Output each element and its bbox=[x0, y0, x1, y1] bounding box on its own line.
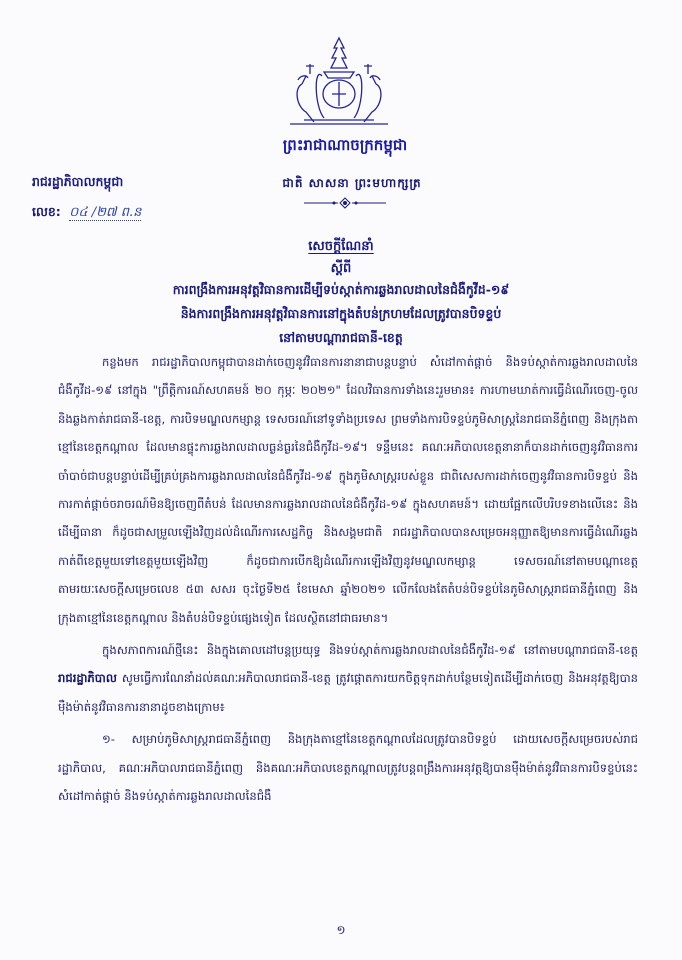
paragraph-directive bbox=[58, 636, 638, 721]
page-number: ១ bbox=[336, 923, 346, 937]
title-subject-line-1: ការពង្រឹងការអនុវត្តវិធានការដើម្បីទប់ស្កាត់ការឆ្លងរាលដាលនៃជំងឺកូវីដ-១៩ bbox=[172, 282, 510, 297]
national-motto: ជាតិ សាសនា ព្រះមហាក្សត្រ bbox=[282, 176, 422, 190]
directive-text-end: សូមធ្វើការណែនាំដល់គណៈអភិបាលរាជធានី-ខេត្ត ត្រូវផ្តោតការយកចិត្តទុកដាក់បន្ថែមទៀតដើម្បីដាក់ចេញ និងអនុវត្តឱ្យបានម៉ឺងម៉ាត់នូវវិធានការនានាដូចខាងក្រោម៖ bbox=[58, 671, 638, 714]
reference-value: ០៤ /២៧ ព.ន bbox=[69, 205, 142, 220]
ornament-divider-icon bbox=[300, 197, 390, 209]
paragraph-point-1: ១- សម្រាប់ភូមិសាស្ត្ររាជធានីភ្នំពេញ និងក្រុងតាខ្មៅនៃខេត្តកណ្តាលដែលត្រូវបានបិទខ្ទប់ ដោយសេចក្តីសម្រេចរបស់រាជរដ្ឋាភិបាល, គណៈអភិបាលរាជធានីភ្នំពេញ និងគណៈអភិបាលខេត្តកណ្តាលត្រូវបន្តពង្រឹងការអនុវត្តឱ្យបានម៉ឺងម៉ាត់នូវវិធានការបិទខ្ទប់នេះ សំដៅកាត់ផ្តាច់ និងទប់ស្កាត់ការឆ្លងរាលដាលនៃជំងឺ bbox=[58, 732, 638, 804]
directive-government-bold: រាជរដ្ឋាភិបាល bbox=[58, 671, 117, 686]
kingdom-heading: ព្រះរាជាណាចក្រកម្ពុជា bbox=[282, 136, 408, 154]
royal-coat-of-arms-icon bbox=[284, 36, 394, 128]
title-subject-label: ស្តីពី bbox=[330, 261, 352, 276]
title-subject-line-3: នៅតាមបណ្តារាជធានី-ខេត្ត bbox=[279, 330, 403, 345]
title-subject-line-2: និងការពង្រឹងការអនុវត្តវិធានការនៅក្នុងតំបន់ក្រហមដែលត្រូវបានបិទខ្ទប់ bbox=[180, 306, 502, 321]
document-type-title: សេចក្តីណែនាំ bbox=[308, 239, 374, 254]
paragraph-background: កន្លងមក រាជរដ្ឋាភិបាលកម្ពុជាបានដាក់ចេញនូវវិធានការនានាជាបន្តបន្ទាប់ សំដៅកាត់ផ្តាច់ និងទប់ស្កាត់ការឆ្លងរាលដាលនៃជំងឺកូវីដ-១៩ នៅក្នុង "ព្រឹត្តិការណ៍សហគមន៍ ២០ កុម្ភៈ ២០២១" ដែលវិធានការទាំងនេះរួមមាន៖ ការហាមឃាត់ការធ្វើដំណើរចេញ-ចូល និងឆ្លងកាត់រាជធានី-ខេត្ត, ការបិទមណ្ឌលកម្សាន្ត ទេសចរណ៍នៅទូទាំងប្រទេស ព្រមទាំងការបិទខ្ទប់ភូមិសាស្ត្រនៃរាជធានីភ្នំពេញ និងក្រុងតាខ្មៅនៃខេត្តកណ្តាល ដែលមានផ្ទុះការឆ្លងរាលដាលធ្ងន់ធ្ងរនៃជំងឺកូវីដ-១៩។ ទន្ទឹមនេះ គណៈអភិបាលខេត្តនានាក៏បានដាក់ចេញនូវវិធានការចាំបាច់ជាបន្តបន្ទាប់ដើម្បីគ្រប់គ្រងការឆ្លងរាលដាលនៃជំងឺកូវីដ-១៩ ក្នុងភូមិសាស្ត្ររបស់ខ្លួន ជាពិសេសការដាក់ចេញនូវវិធានការបិទខ្ទប់ និងការកាត់ផ្តាច់ចរាចរណ៍មិនឱ្យចេញពីតំបន់ ដែលមានការឆ្លងរាលដាលនៃជំងឺកូវីដ-១៩ ក្នុងសហគមន៍។ ដោយផ្អែកលើបរិបទខាងលើនេះ និងដើម្បីធានា ក៏ដូចជាសម្រួលឡើងវិញដល់ដំណើរការសេដ្ឋកិច្ច និងសង្គមជាតិ រាជរដ្ឋាភិបាលបានសម្រេចអនុញ្ញាតឱ្យមានការធ្វើដំណើរឆ្លងកាត់ពីខេត្តមួយទៅខេត្តមួយឡើងវិញ ក៏ដូចជាការបើកឱ្យដំណើរការឡើងវិញនូវមណ្ឌលកម្សាន្ត ទេសចរណ៍នៅតាមបណ្តាខេត្ត តាមរយៈសេចក្តីសម្រេចលេខ ៥៣ សសរ ចុះថ្ងៃទី២៥ ខែមេសា ឆ្នាំ២០២១ លើកលែងតែតំបន់បិទខ្ទប់នៃភូមិសាស្ត្ររាជធានីភ្នំពេញ និងក្រុងតាខ្មៅនៃខេត្តកណ្តាល និងតំបន់បិទខ្ទប់ផ្សេងទៀត ដែលស្ថិតនៅជាធរមាន។ bbox=[58, 355, 638, 625]
reference-number bbox=[32, 204, 141, 223]
reference-label: លេខ: bbox=[32, 204, 61, 219]
directive-text-start: ក្នុងសភាពការណ៍ថ្មីនេះ និងក្នុងគោលដៅបន្តប្រយុទ្ធ និងទប់ស្កាត់ការឆ្លងរាលដាលនៃជំងឺកូវីដ-១៩ នៅតាមបណ្តារាជធានី-ខេត្ត bbox=[102, 643, 638, 658]
document-body bbox=[58, 348, 638, 815]
issuing-authority: រាជរដ្ឋាភិបាលកម្ពុជា bbox=[32, 174, 124, 189]
